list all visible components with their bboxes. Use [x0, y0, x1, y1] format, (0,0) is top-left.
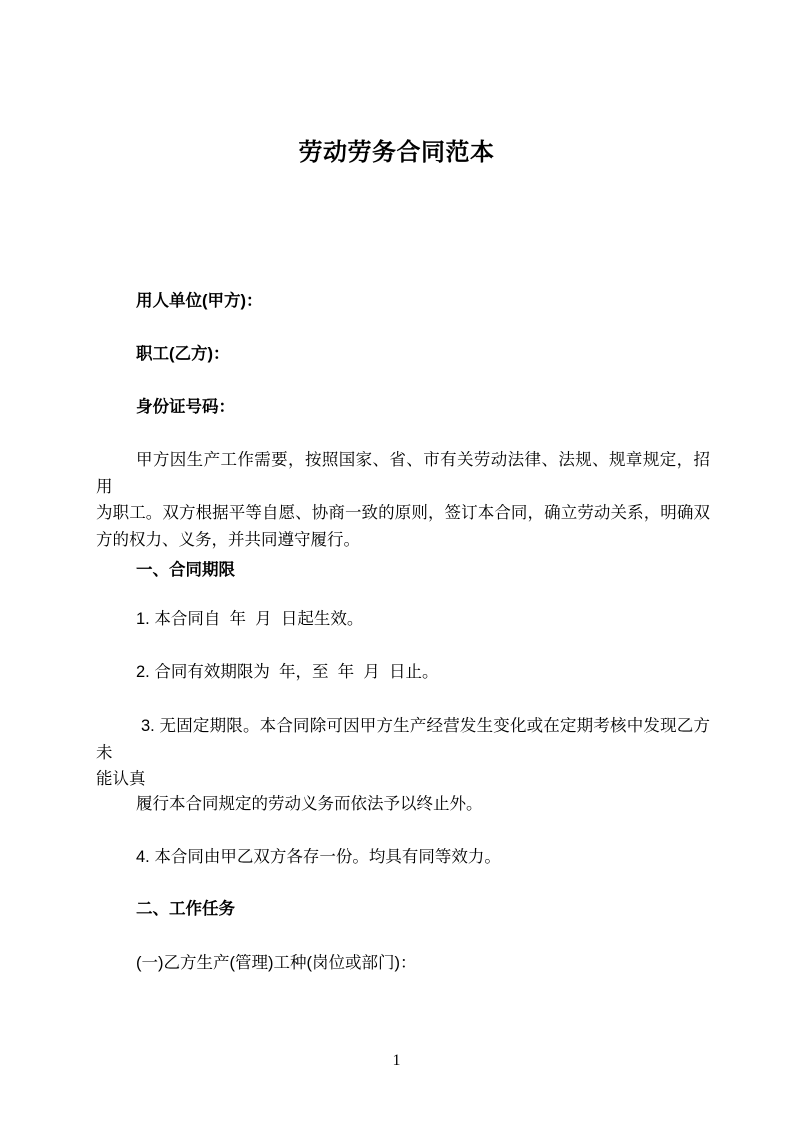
term-item-3 — [96, 713, 710, 793]
intro-paragraph-line-2: 为职工。双方根据平等自愿、协商一致的原则，签订本合同，确立劳动关系，明确双 — [96, 504, 710, 522]
term-item-3-line-2: 能认真 — [96, 770, 146, 788]
intro-paragraph-line-1: 甲方因生产工作需要，按照国家、省、市有关劳动法律、法规、规章规定，招用 — [96, 451, 710, 496]
section-2-heading: 二、工作任务 — [136, 900, 235, 918]
page-number: 1 — [392, 1052, 401, 1069]
term-item-2: 2. 合同有效期限为 年，至 年 月 日止。 — [136, 663, 439, 681]
employer-party-label: 用人单位(甲方)： — [136, 292, 263, 310]
work-type-line: (一)乙方生产(管理)工种(岗位或部门)： — [136, 954, 417, 972]
employee-party-label: 职工(乙方)： — [136, 345, 230, 363]
term-item-1: 1. 本合同自 年 月 日起生效。 — [136, 610, 364, 628]
term-item-3-line-1: 3. 无固定期限。本合同除可因甲方生产经营发生变化或在定期考核中发现乙方未 — [96, 717, 710, 762]
term-item-3-continuation: 履行本合同规定的劳动义务而依法予以终止外。 — [136, 795, 483, 813]
intro-paragraph-line-3: 方的权力、义务，并共同遵守履行。 — [96, 530, 360, 549]
term-item-4: 4. 本合同由甲乙双方各存一份。均具有同等效力。 — [136, 848, 501, 866]
intro-paragraph — [96, 447, 710, 553]
id-number-label: 身份证号码： — [136, 398, 235, 416]
document-title: 劳动劳务合同范本 — [298, 139, 495, 166]
section-1-heading: 一、合同期限 — [136, 561, 235, 579]
